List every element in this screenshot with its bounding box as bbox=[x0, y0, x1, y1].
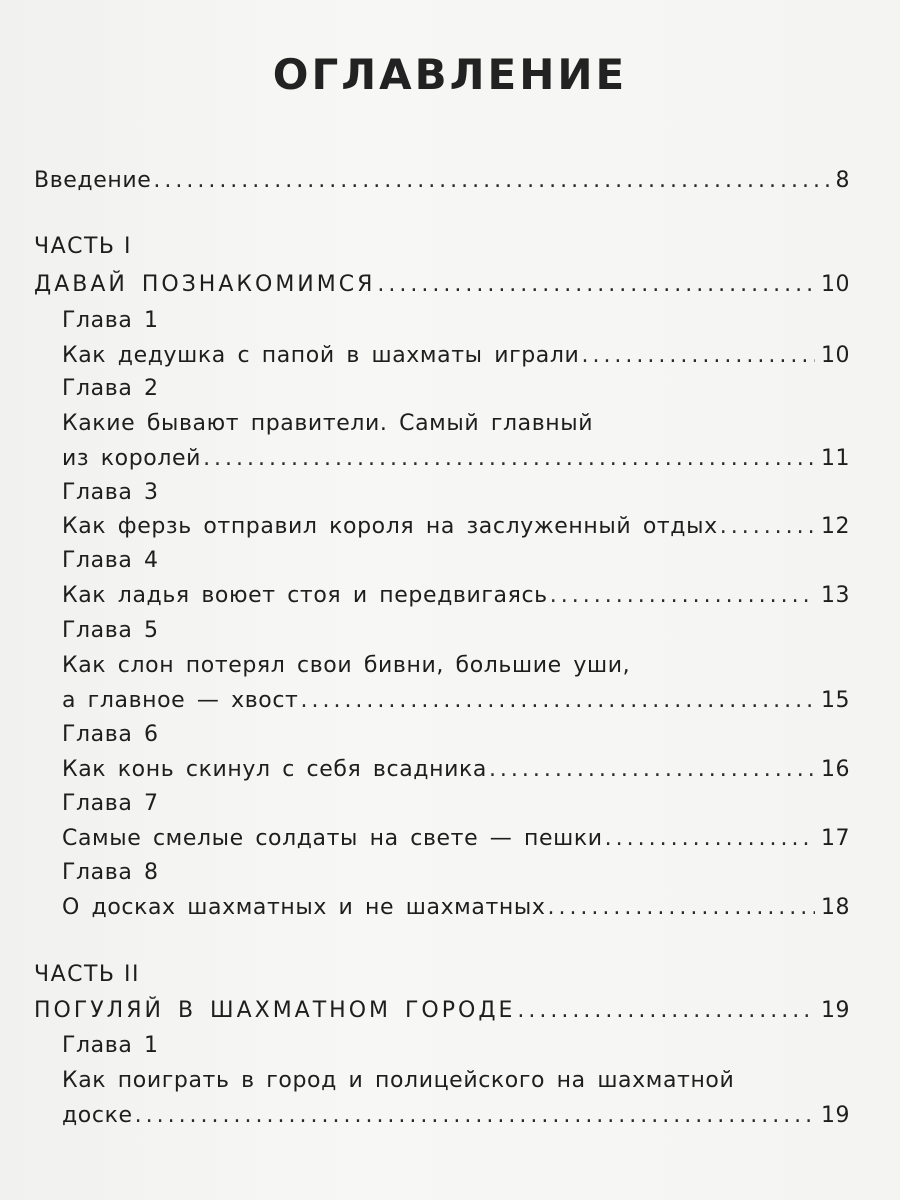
chapter-label: Глава 3 bbox=[62, 480, 159, 505]
toc-entry-chapter[interactable] bbox=[62, 446, 850, 471]
chapter-label: Глава 7 bbox=[62, 791, 159, 816]
chapter-label: Глава 5 bbox=[62, 618, 159, 643]
page-number: 12 bbox=[821, 514, 850, 539]
dot-leader bbox=[550, 583, 815, 608]
toc-entry-title: Как ладья воюет стоя и передвигаясь bbox=[62, 583, 548, 608]
toc-entry-title: Самые смелые солдаты на свете — пешки bbox=[62, 826, 603, 851]
toc-entry-intro[interactable] bbox=[34, 168, 850, 193]
toc-entry-title: Введение bbox=[34, 168, 152, 193]
dot-leader bbox=[547, 895, 815, 920]
chapter-label: Глава 2 bbox=[62, 376, 159, 401]
toc-entry-chapter[interactable] bbox=[62, 1103, 850, 1128]
toc-entry-chapter[interactable] bbox=[62, 895, 850, 920]
toc-entry-title-line: Как слон потерял свои бивни, большие уши, bbox=[62, 653, 631, 678]
toc-entry-chapter[interactable] bbox=[62, 514, 850, 539]
toc-entry-title-line: Какие бывают правители. Самый главный bbox=[62, 411, 594, 436]
page-number: 15 bbox=[821, 688, 850, 713]
dot-leader bbox=[203, 446, 815, 471]
page-number: 19 bbox=[821, 998, 850, 1023]
page-number: 19 bbox=[821, 1103, 850, 1128]
chapter-label: Глава 8 bbox=[62, 860, 159, 885]
toc-entry-title: из королей bbox=[62, 446, 202, 471]
toc-entry-title: О досках шахматных и не шахматных bbox=[62, 895, 546, 920]
chapter-label: Глава 1 bbox=[62, 308, 159, 333]
dot-leader bbox=[135, 1103, 815, 1128]
dot-leader bbox=[517, 998, 815, 1023]
toc-entry-part1[interactable] bbox=[34, 272, 850, 297]
chapter-label: Глава 6 bbox=[62, 722, 159, 747]
toc-entry-title: Как ферзь отправил короля на заслуженный отдых bbox=[62, 514, 718, 539]
toc-entry-chapter[interactable] bbox=[62, 688, 850, 713]
part-title: ПОГУЛЯЙ В ШАХМАТНОМ ГОРОДЕ bbox=[34, 998, 516, 1023]
page-number: 13 bbox=[821, 583, 850, 608]
toc-entry-title: Как конь скинул с себя всадника bbox=[62, 757, 487, 782]
chapter-label: Глава 1 bbox=[62, 1033, 159, 1058]
dot-leader bbox=[581, 343, 815, 368]
page-number: 8 bbox=[835, 168, 850, 193]
page-number: 17 bbox=[821, 826, 850, 851]
dot-leader bbox=[605, 826, 815, 851]
page-number: 10 bbox=[821, 272, 850, 297]
dot-leader bbox=[489, 757, 815, 782]
page-number: 16 bbox=[821, 757, 850, 782]
page-number: 10 bbox=[821, 343, 850, 368]
toc-entry-title: а главное — хвост bbox=[62, 688, 299, 713]
dot-leader bbox=[300, 688, 815, 713]
toc-entry-chapter[interactable] bbox=[62, 826, 850, 851]
toc-entry-part2[interactable] bbox=[34, 998, 850, 1023]
part-label: ЧАСТЬ II bbox=[34, 962, 140, 987]
dot-leader bbox=[153, 168, 829, 193]
toc-entry-chapter[interactable] bbox=[62, 343, 850, 368]
toc-entry-title: доске bbox=[62, 1103, 133, 1128]
toc-entry-title: Как дедушка с папой в шахматы играли bbox=[62, 343, 580, 368]
toc-entry-title-line: Как поиграть в город и полицейского на шахматной bbox=[62, 1068, 735, 1093]
toc-entry-chapter[interactable] bbox=[62, 583, 850, 608]
toc-entry-chapter[interactable] bbox=[62, 757, 850, 782]
page-number: 18 bbox=[821, 895, 850, 920]
part-label: ЧАСТЬ I bbox=[34, 234, 133, 259]
dot-leader bbox=[720, 514, 815, 539]
chapter-label: Глава 4 bbox=[62, 548, 159, 573]
dot-leader bbox=[377, 272, 815, 297]
part-title: ДАВАЙ ПОЗНАКОМИМСЯ bbox=[34, 272, 376, 297]
page-title: ОГЛАВЛЕНИЕ bbox=[272, 50, 628, 99]
page-number: 11 bbox=[821, 446, 850, 471]
